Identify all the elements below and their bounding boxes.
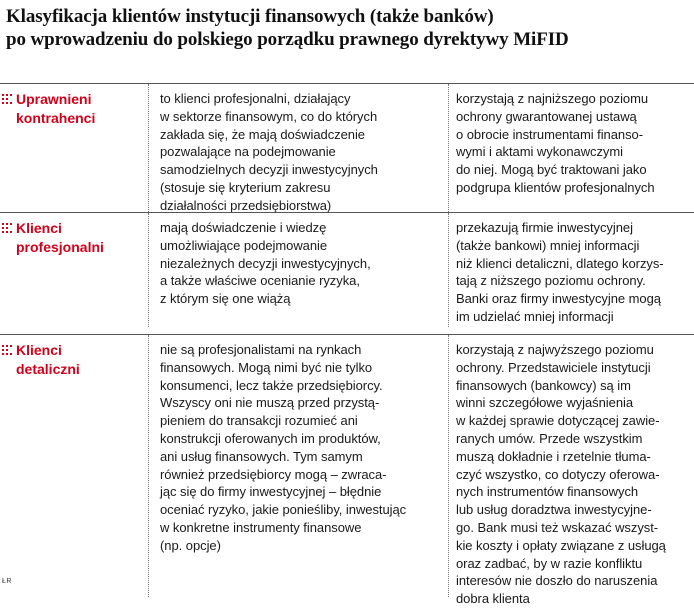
table-row-klienci-detaliczni <box>0 334 694 607</box>
table-row-uprawnieni-kontrahenci <box>0 83 694 212</box>
row-label <box>2 341 144 378</box>
red-dot-grid-icon <box>2 94 14 106</box>
definition-cell <box>160 90 444 215</box>
row-label-line: detaliczni <box>16 360 80 377</box>
definition-line: również przedsiębiorcy mogą – zwraca- <box>160 466 387 482</box>
definition-cell <box>160 219 444 308</box>
definition-line: finansowych. Mogą nimi być nie tylko <box>160 359 373 375</box>
definition-line: a także właściwe ocenianie ryzyka, <box>160 273 360 289</box>
row-label-line: profesjonalni <box>16 238 104 255</box>
definition-line: zakłada się, że mają doświadczenie <box>160 126 365 142</box>
protection-line: winni szczegółowe wyjaśnienia <box>456 395 634 411</box>
protection-line: lub usług doradztwa inwestycyjne- <box>456 502 652 518</box>
definition-line: ani usług finansowych. Tym samym <box>160 448 363 464</box>
protection-line: czyć wszystko, co dotyczy oferowa- <box>456 466 660 482</box>
definition-line: w konkretne instrumenty finansowe <box>160 519 362 535</box>
protection-line: finansowych (bankowcy) są im <box>456 377 631 393</box>
definition-line: Wszyscy oni nie muszą przed przystą- <box>160 395 380 411</box>
protection-cell <box>456 90 692 197</box>
definition-line: nie są profesjonalistami na rynkach <box>160 342 362 357</box>
table-row-klienci-profesjonalni <box>0 212 694 327</box>
definition-cell <box>160 341 444 555</box>
protection-line: oraz zadbać, by w razie konfliktu <box>456 555 643 571</box>
definition-line: konstrukcji oferowanych im produktów, <box>160 430 381 446</box>
row-label <box>2 90 144 127</box>
table-title-line-2: po wprowadzeniu do polskiego porządku prawnego dyrektywy MiFID <box>6 29 569 50</box>
row-label-line: Klienci <box>16 342 62 358</box>
protection-line: ochrony. Przedstawiciele instytucji <box>456 359 651 375</box>
definition-line: oceniać ryzyko, jakie ponieśliby, inwestując <box>160 502 407 518</box>
definition-line: umożliwiające podejmowanie <box>160 237 328 253</box>
definition-line: działalności przedsiębiorstwa) <box>160 197 332 213</box>
red-dot-grid-icon <box>2 345 14 357</box>
protection-line: korzystają z najniższego poziomu <box>456 91 649 106</box>
protection-line: do niej. Mogą być traktowani jako <box>456 162 647 178</box>
red-dot-grid-icon <box>2 223 14 235</box>
protection-line: podgrupa klientów profesjonalnych <box>456 179 655 195</box>
protection-line: korzystają z najwyższego poziomu <box>456 342 654 357</box>
protection-line: niż klienci detaliczni, dlatego korzys- <box>456 255 664 271</box>
protection-line: ranych umów. Przede wszystkim <box>456 430 643 446</box>
definition-line: to klienci profesjonalni, działający <box>160 91 351 106</box>
definition-line: z którym się one wiążą <box>160 291 291 307</box>
protection-line: wymi i aktami wykonawczymi <box>456 144 624 160</box>
definition-line: niezależnych decyzji inwestycyjnych, <box>160 255 371 271</box>
definition-line: (stosuje się kryterium zakresu <box>160 179 331 195</box>
protection-line: (także bankowi) mniej informacji <box>456 237 640 253</box>
row-label-line: kontrahenci <box>16 109 96 126</box>
definition-line: mają doświadczenie i wiedzę <box>160 220 327 235</box>
protection-line: nych instrumentów finansowych <box>456 484 639 500</box>
protection-line: interesów nie doszło do naruszenia <box>456 573 658 589</box>
protection-line: przekazują firmie inwestycyjnej <box>456 220 633 235</box>
definition-line: pieniem do transakcji rozumieć ani <box>160 413 358 429</box>
protection-line: Banki oraz firmy inwestycyjne mogą <box>456 291 661 307</box>
definition-line: konsumenci, lecz także przedsiębiorcy. <box>160 377 383 393</box>
definition-line: samodzielnych decyzji inwestycyjnych <box>160 162 378 178</box>
protection-line: tają z niższego poziomu ochrony. <box>456 273 646 289</box>
table-title-line-1: Klasyfikacja klientów instytucji finansowych (także banków) <box>6 6 494 27</box>
protection-line: ochrony gwarantowanej ustawą <box>456 108 637 124</box>
protection-line: go. Bank musi też wskazać wszyst- <box>456 519 659 535</box>
definition-line: (np. opcje) <box>160 537 221 553</box>
row-label-line: Uprawnieni <box>16 91 92 107</box>
definition-line: pozwalające na podejmowanie <box>160 144 336 160</box>
protection-line: kie koszty i opłaty związane z usługą <box>456 537 666 553</box>
definition-line: jąc się do firmy inwestycyjnej – błędnie <box>160 484 382 500</box>
protection-cell <box>456 219 692 326</box>
protection-line: o obrocie instrumentami finanso- <box>456 126 643 142</box>
author-credit: ŁR <box>2 578 12 585</box>
protection-line: w każdej sprawie dotyczącej zawie- <box>456 413 660 429</box>
definition-line: w sektorze finansowym, co do których <box>160 108 378 124</box>
protection-line: muszą dokładnie i rzetelnie tłuma- <box>456 448 651 464</box>
protection-cell <box>456 341 692 608</box>
row-label <box>2 219 144 256</box>
table-title <box>6 5 686 51</box>
row-label-line: Klienci <box>16 220 62 236</box>
protection-line: dobra klienta <box>456 591 530 607</box>
protection-line: im udzielać mniej informacji <box>456 308 614 324</box>
